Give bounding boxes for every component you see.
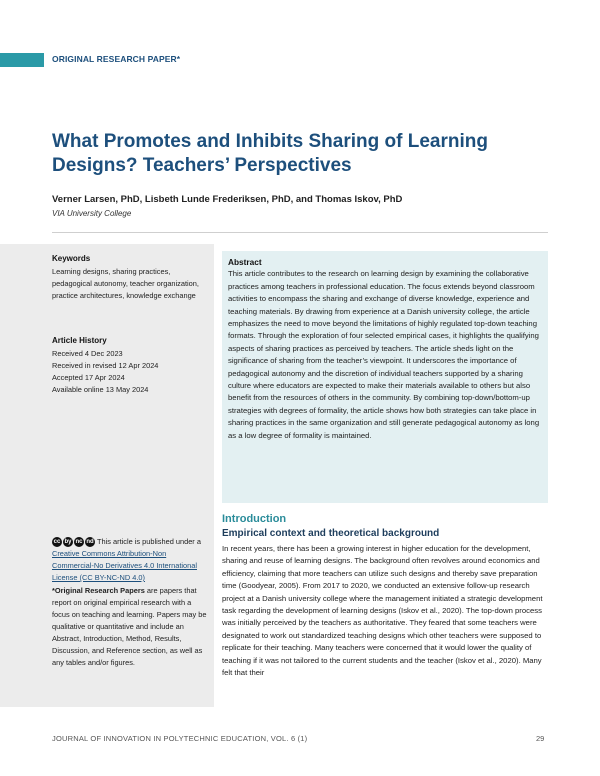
- header-divider: [52, 232, 548, 233]
- header-accent-bar: [0, 53, 44, 67]
- abstract-box: [222, 251, 548, 503]
- sidebar: [0, 244, 214, 707]
- abstract-heading: Abstract: [228, 257, 262, 267]
- page-number: 29: [536, 734, 545, 743]
- license-link[interactable]: Creative Commons Attribution-Non Commercial-No Derivatives 4.0 International License (CC BY-NC-ND 4.0): [52, 549, 197, 582]
- author-list: Verner Larsen, PhD, Lisbeth Lunde Frederiksen, PhD, and Thomas Iskov, PhD: [52, 194, 403, 205]
- journal-footer: JOURNAL OF INNOVATION IN POLYTECHNIC EDUCATION, VOL. 6 (1): [52, 734, 308, 743]
- introduction-heading: Introduction: [222, 513, 287, 525]
- history-received: Received 4 Dec 2023: [52, 349, 123, 358]
- affiliation: VIA University College: [52, 209, 132, 218]
- license-text: This article is published under a: [97, 537, 201, 546]
- abstract-text: This article contributes to the research on learning design by examining the collaborative practices among teachers in professional education. The focus extends beyond classroom activities to encompass the sharing and exchange of diverse knowledge, experience and teaching materials. By drawing from experience at a Danish university college, the article emphasizes the need to move beyond the limitations of highly regulated top-down teaching formats. Through the exploration of four selected empirical cases, it highlights the qualifying aspects of sharing practices as perceived by teachers. The article sheds light on the significance of sharing from the teacher’s viewpoint. It underscores the importance of pedagogical autonomy and the discretion of individual teachers supported by a sharing culture where educators are expected to make their materials available to others but also benefit from the resources of others in the community. By combining top-down/bottom-up strategies with degrees of formality, the article shows how both strategies can take place in sharing practices in the same organization and still generate pedagogical autonomy as long as a low degree of formality is maintained.: [228, 269, 540, 440]
- by-icon: by: [64, 539, 72, 546]
- history-heading: Article History: [52, 336, 107, 345]
- cc-icon: cc: [53, 539, 61, 546]
- keywords-block: [52, 253, 207, 302]
- nc-icon: nc: [75, 539, 83, 546]
- nd-icon: nd: [86, 539, 94, 546]
- note-bold: *Original Research Papers: [52, 586, 145, 595]
- keywords-heading: Keywords: [52, 254, 91, 263]
- keywords-text: Learning designs, sharing practices, pedagogical autonomy, teacher organization, practice architectures, knowledge exchange: [52, 267, 199, 300]
- paper-title: What Promotes and Inhibits Sharing of Learning Designs? Teachers’ Perspectives: [52, 131, 488, 176]
- license-block: [52, 536, 207, 669]
- note-text: are papers that report on original empirical research with a focus on teaching and learning. Papers may be qualitative or quantitative and include an Abstract, Introduction, Method, Results, Discussion, and Reference section, as well as any tables and/or figures.: [52, 586, 207, 667]
- section-subheading: Empirical context and theoretical background: [222, 528, 440, 539]
- history-online: Available online 13 May 2024: [52, 385, 149, 394]
- cc-license-icon: [52, 537, 96, 547]
- history-accepted: Accepted 17 Apr 2024: [52, 373, 125, 382]
- paper-type-label: ORIGINAL RESEARCH PAPER*: [52, 54, 181, 64]
- introduction-text: In recent years, there has been a growing interest in higher education for the development, sharing and reuse of learning designs. The background often revolves around economics and efficiency, claiming that more teachers can utilize such designs and thereby save preparation time (Goodyear, 2005). From 2017 to 2020, we conducted an extensive follow-up research project at a Danish university college where the management initiated a strategic development task regarding the development of learning designs (Iskov et al., 2020). The top-down process was initially perceived by the teachers as authoritative. They feared that some teachers were designated to work out standardized teaching designs which other teachers were supposed to replicate for their teaching. Many teachers were concerned that it would lower the quality of teaching if it was not tailored to the current students and the teacher (Iskov et al., 2020). Many felt that their: [222, 544, 543, 678]
- article-history-block: [52, 335, 207, 396]
- history-revised: Received in revised 12 Apr 2024: [52, 361, 159, 370]
